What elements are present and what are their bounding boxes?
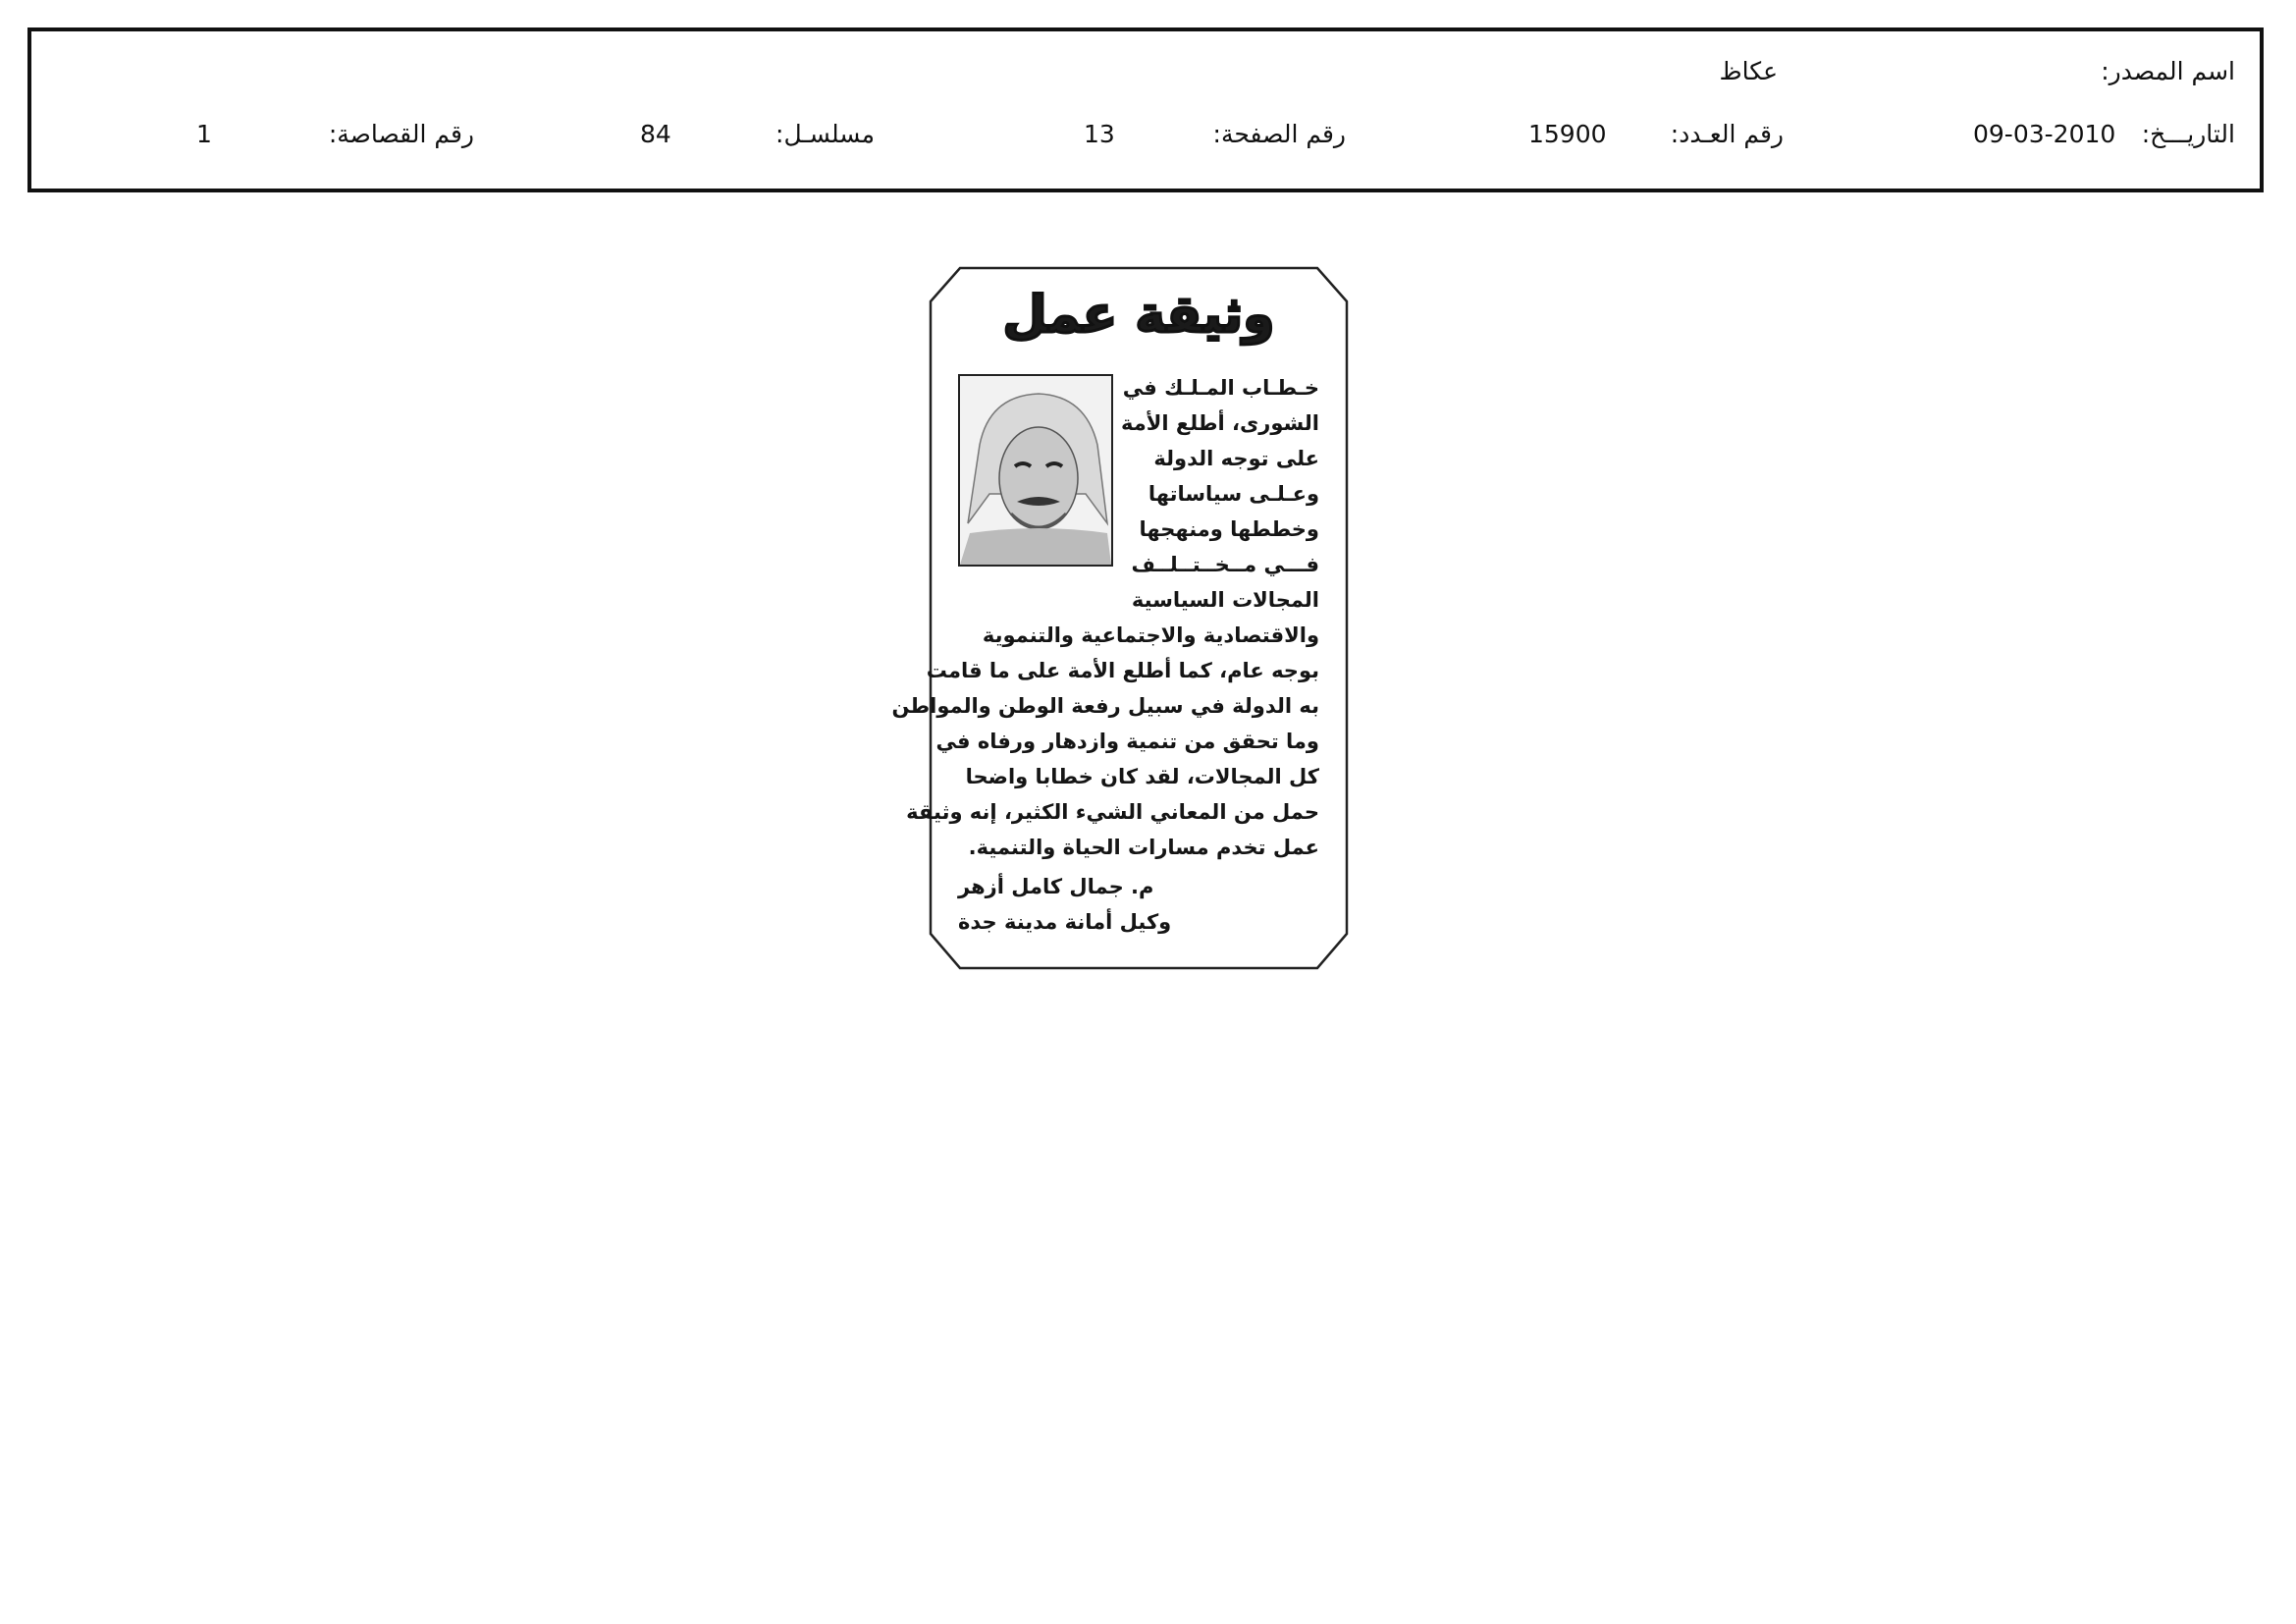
newspaper-clipping [891,266,1349,970]
article-line: كل المجالات، لقد كان خطابا واضحا [965,765,1319,788]
page-value: 13 [1084,120,1115,148]
author-name: م. جمال كامل أزهر [958,875,1154,898]
article-line: الشورى، أطلع الأمة [1120,411,1319,435]
article-line: وخططها ومنهجها [1139,517,1319,541]
source-value: عكاظ [1719,57,1778,85]
date-value: 09-03-2010 [1973,120,2116,148]
article-line: المجالات السياسية [1131,588,1319,612]
author-title: وكيل أمانة مدينة جدة [958,910,1172,934]
article-line: والاقتصادية والاجتماعية والتنموية [982,623,1319,647]
article-line: فـــي مــخــتــلــف [1131,553,1319,576]
article-line: على توجه الدولة [1153,447,1319,470]
article-line: به الدولة في سبيل رفعة الوطن والمواطن [891,694,1319,718]
author-photo [958,374,1113,567]
author-portrait-icon [960,376,1111,565]
source-label: اسم المصدر: [2101,57,2235,85]
clip-number-value: 1 [196,120,212,148]
issue-value: 15900 [1528,120,1607,148]
serial-label: مسلسـل: [775,120,875,148]
metadata-box [27,27,2264,192]
article-line: خـطـاب المـلـك في [1122,376,1319,400]
article-line: عمل تخدم مسارات الحياة والتنمية. [968,836,1319,859]
clip-number-label: رقم القصاصة: [328,120,474,148]
article-line: حمل من المعاني الشيء الكثير، إنه وثيقة [906,800,1319,824]
page-label: رقم الصفحة: [1212,120,1346,148]
date-label: التاريـــخ: [2141,120,2235,148]
article-line: وما تحقق من تنمية وازدهار ورفاه في [935,730,1319,753]
clipping-title: وثيقة عمل [1002,286,1275,345]
article-line: بوجه عام، كما أطلع الأمة على ما قامت [926,659,1319,682]
issue-label: رقم العـدد: [1670,120,1784,148]
serial-value: 84 [640,120,671,148]
article-line: وعـلـى سياساتها [1148,482,1319,506]
